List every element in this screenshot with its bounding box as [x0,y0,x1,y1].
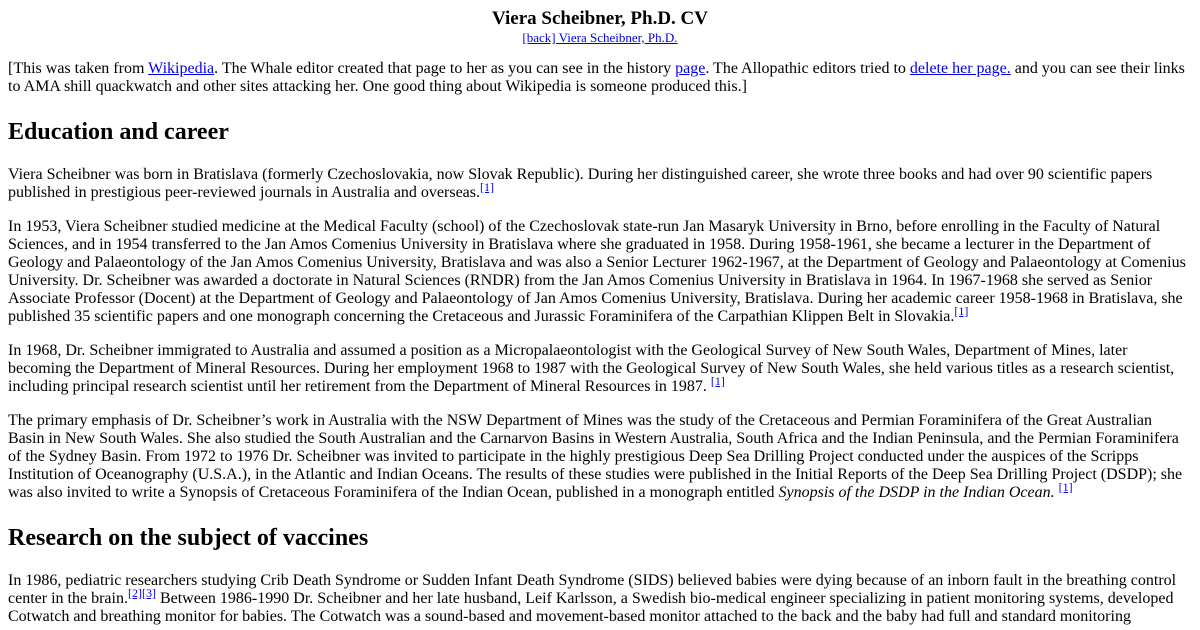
education-paragraph-4 [8,412,1192,502]
reference-marker [1059,480,1073,494]
history-page-link[interactable]: page [675,60,706,77]
reference-link[interactable]: [2] [127,586,142,600]
vaccines-paragraph-1 [8,572,1192,626]
reference-link[interactable]: [3] [141,586,156,600]
back-link-container [8,30,1192,46]
reference-link[interactable]: [1] [710,374,725,388]
paragraph-text: In 1953, Viera Scheibner studied medicine at the Medical Faculty (school) of the Czechoslovak state-run Jan Masaryk University in Brno, before enrolling in the Faculty of Natural Sciences, and in 1954 transferred to the Jan Amos Comenius University in Bratislava where she graduated in 1958. During 1958-1961, she became a lecturer in the Department of Geology and Palaeontology of the Jan Amos Comenius University, Bratislava and was also a Senior Lecturer 1962-1967, at the Department of Geology and Palaeontology at Comenius University. Dr. Scheibner was awarded a doctorate in Natural Sciences (RNDR) from the Jan Amos Comenius University in Bratislava in 1964. In 1967-1968 she served as Senior Associate Professor (Docent) at the Department of Geology and Palaeontology of Jan Amos Comenius University, Bratislava. During her academic career 1958-1968 in Bratislava, she published 35 scientific papers and one monograph concerning the Cretaceous and Jurassic Foraminifera of the Carpathian Klippen Belt in Slovakia. [8,218,1186,325]
education-paragraph-2 [8,218,1192,326]
reference-marker [711,374,725,388]
back-link[interactable]: [back] Viera Scheibner, Ph.D. [522,30,678,45]
paragraph-text: Between 1986-1990 Dr. Scheibner and her late husband, Leif Karlsson, a Swedish bio-medical engineer specializing in patient monitoring systems, developed Cotwatch and breathing monitor for babies. The Cotwatch was a sound-based and movement-based monitor attached to the back and the baby had full and standard monitoring [8,590,1174,625]
section-heading-education: Education and career [8,119,229,145]
reference-link[interactable]: [1] [954,304,969,318]
intro-text-3: . The Allopathic editors tried to [705,60,910,77]
section-heading-vaccines: Research on the subject of vaccines [8,525,369,551]
reference-link[interactable]: [1] [1058,480,1073,494]
page-title: Viera Scheibner, Ph.D. CV [491,8,709,29]
paragraph-text: Viera Scheibner was born in Bratislava (formerly Czechoslovakia, now Slovak Republic). During her distinguished career, she wrote three books and had over 90 scientific papers published in prestigious peer-reviewed journals in Australia and overseas. [8,166,1153,201]
monograph-title: Synopsis of the DSDP in the Indian Ocean. [778,484,1055,501]
paragraph-text: In 1968, Dr. Scheibner immigrated to Australia and assumed a position as a Micropalaeontologist with the Geological Survey of New South Wales, Department of Mines, later becoming the Department of Mineral Resources. During her employment 1968 to 1987 with the Geological Survey of New South Wales, she held various titles as a research scientist, including principal research scientist until her retirement from the Department of Mineral Resources in 1987. [8,342,1175,395]
paragraph-text: The primary emphasis of Dr. Scheibner’s work in Australia with the NSW Department of Mines was the study of the Cretaceous and Permian Foraminifera of the Great Australian Basin in New South Wales. She also studied the South Australian and the Carnarvon Basins in Western Australia, South Africa and the Indian Peninsula, and the Permian Foraminifera of the Sydney Basin. From 1972 to 1976 Dr. Scheibner was invited to participate in the highly prestigious Deep Sea Drilling Project conducted under the auspices of the Scripps Institution of Oceanography (U.S.A.), in the Atlantic and Indian Oceans. The results of these studies were published in the Initial Reports of the Deep Sea Drilling Project (DSDP); she was also invited to write a Synopsis of Cretaceous Foraminifera of the Indian Ocean, published in a monograph entitled [8,412,1183,501]
paragraph-text: In 1986, pediatric researchers studying Crib Death Syndrome or Sudden Infant Death Syndrome (SIDS) believed babies were dying because of an inborn fault in the breathing control center in the brain. [8,572,1177,607]
intro-paragraph [8,60,1192,96]
education-paragraph-1 [8,166,1192,202]
reference-marker [480,180,494,194]
reference-link[interactable]: [1] [480,180,494,194]
intro-text-1: [This was taken from [8,60,149,77]
intro-text-4: and you can see their links to AMA shill quackwatch and other sites attacking her. One good thing about Wikipedia is someone produced this.] [8,60,1185,95]
education-paragraph-3 [8,342,1192,396]
reference-marker [128,586,156,600]
reference-marker [954,304,968,318]
delete-page-link[interactable]: delete her page. [909,60,1011,77]
wikipedia-link[interactable]: Wikipedia [148,60,215,77]
intro-text-2: . The Whale editor created that page to her as you can see in the history [214,60,676,77]
